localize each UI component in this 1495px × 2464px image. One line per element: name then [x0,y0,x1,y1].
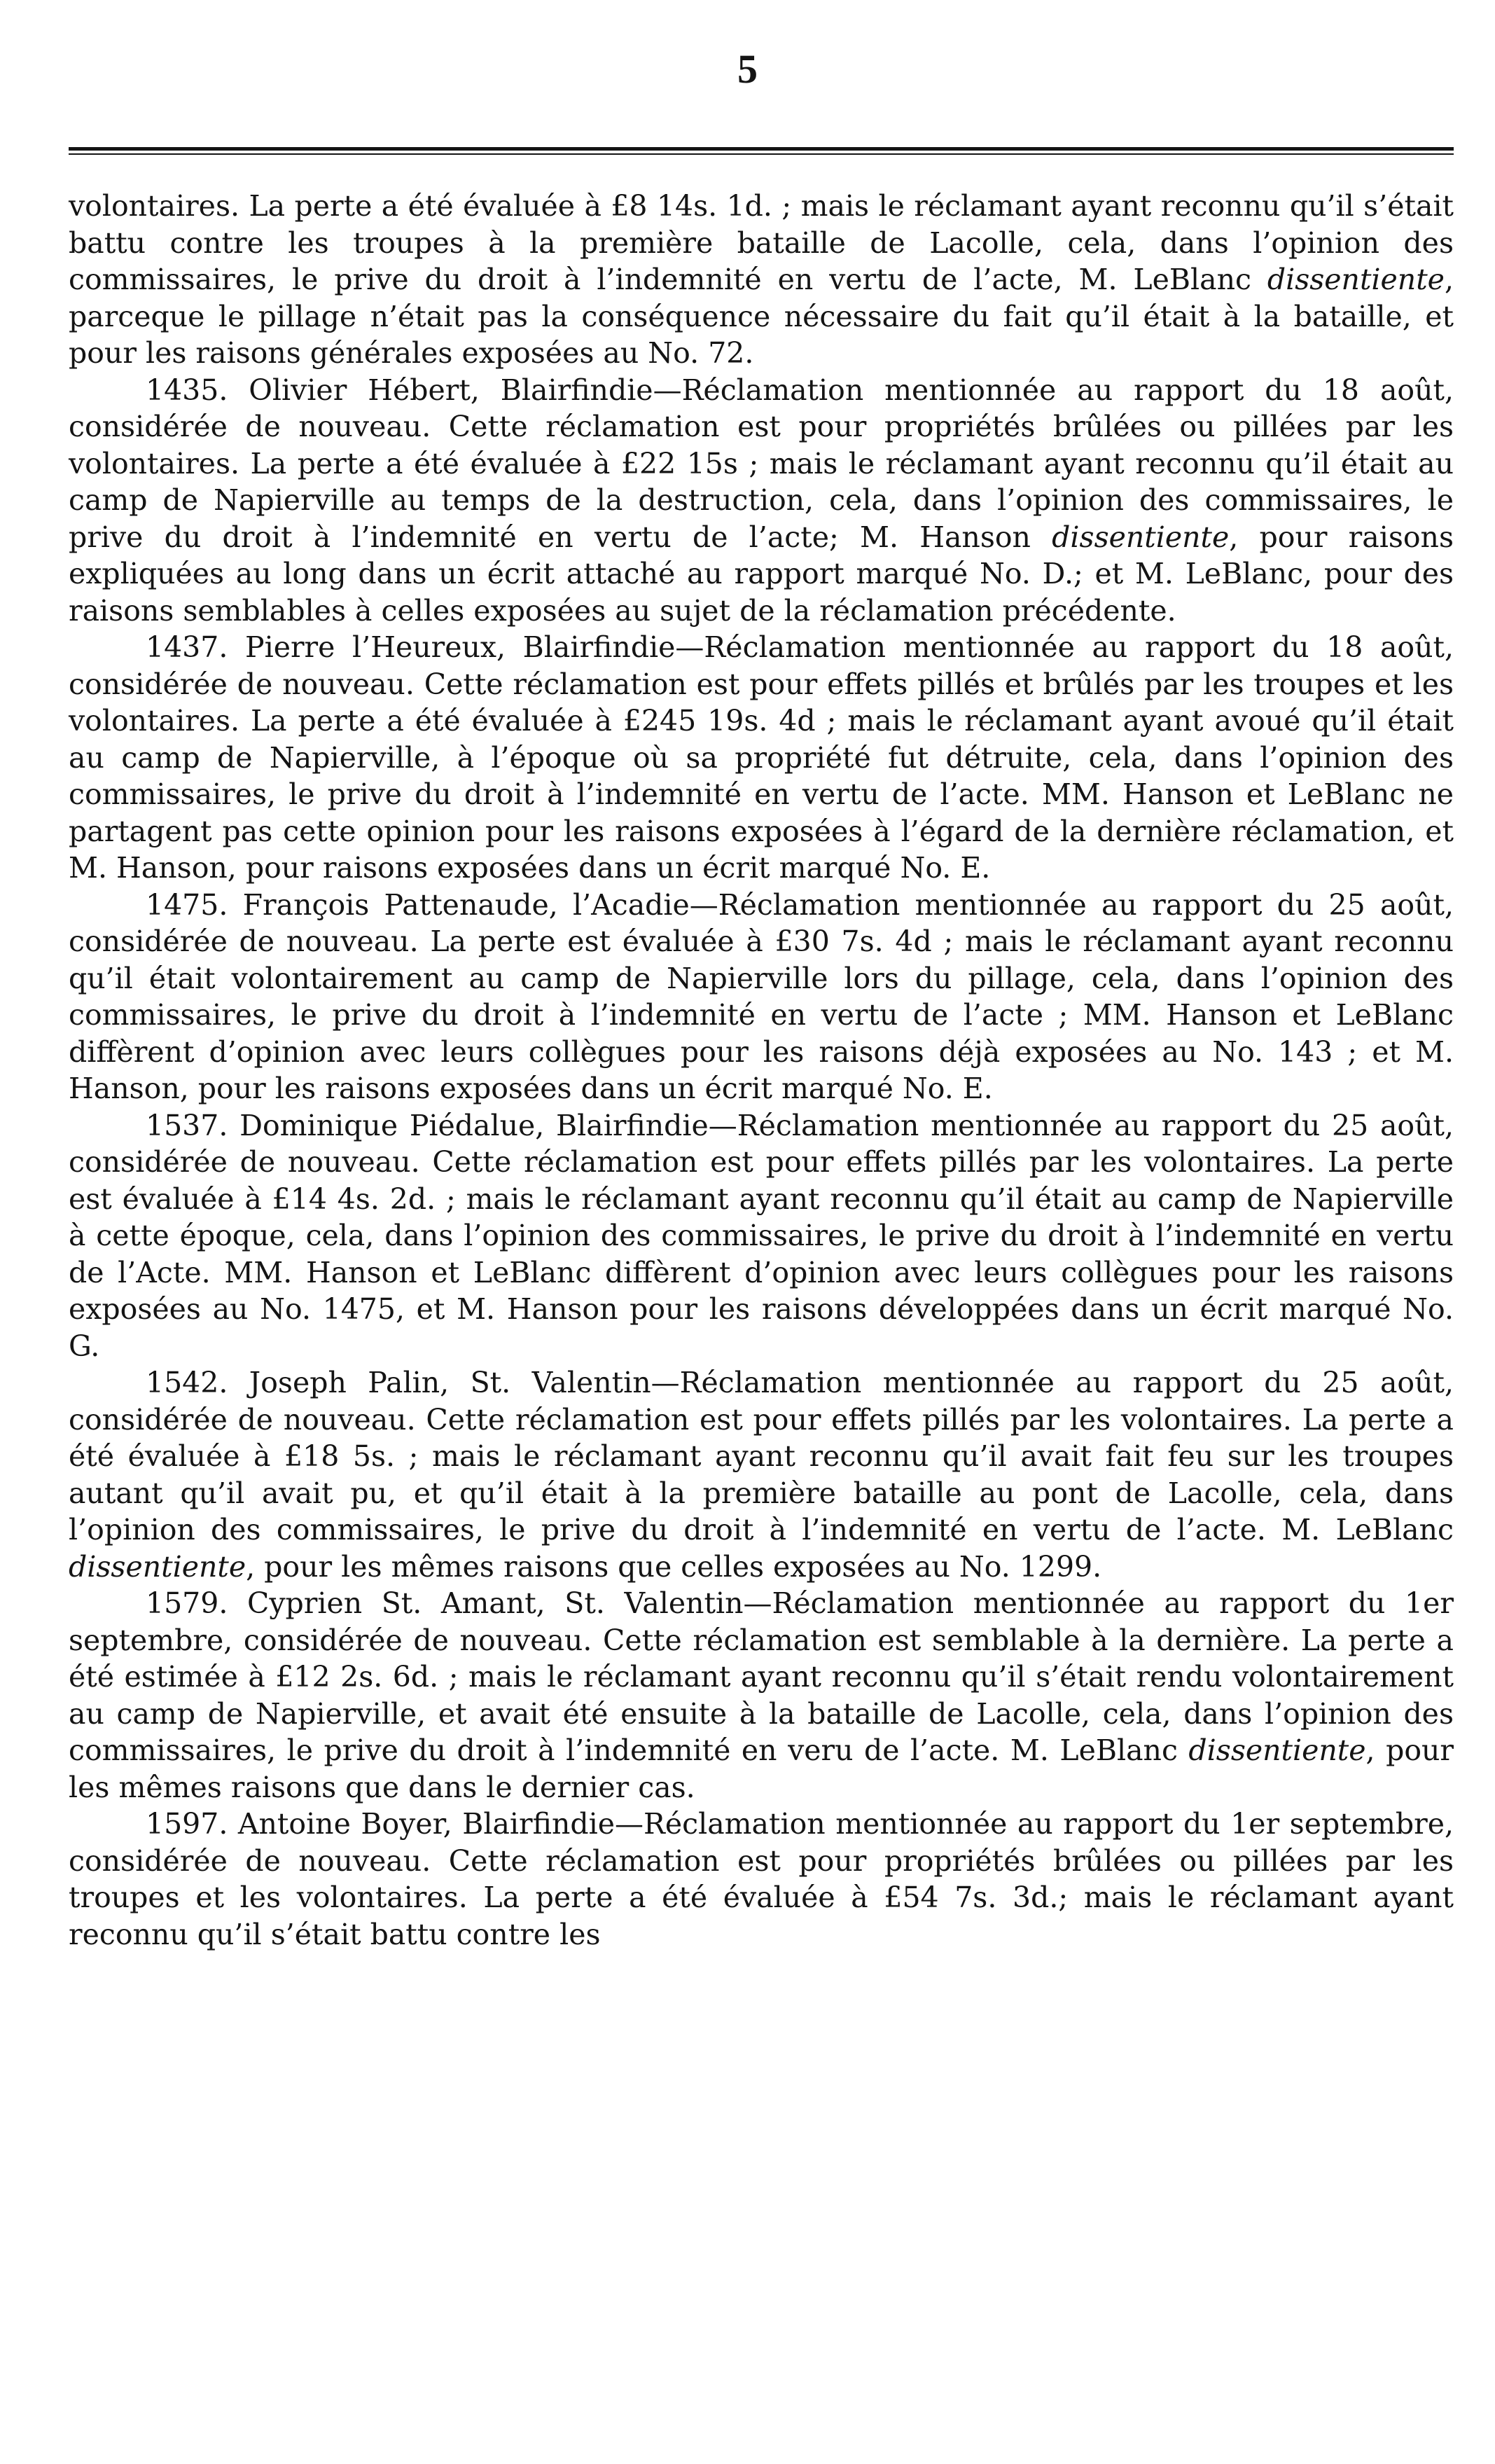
claim-text: , pour raisons expliquées au long dans un écrit attaché au rapport marqué No. D.; et M. LeBlanc, pour des raisons semblables à celles exposées au sujet de la réclamation précédente. [69,520,1454,628]
claim-text: , pour les mêmes raisons que celles exposées au No. 1299. [246,1549,1102,1584]
claim-number: 1435. [146,373,228,407]
intro-text-2: , parceque le pillage n’était pas la conséquence nécessaire du fait qu’il était à la bataille, et pour les raisons générales exposées au No. 72. [69,263,1454,370]
claim-entry-1537 [69,1107,1454,1365]
intro-paragraph [69,188,1454,372]
claim-text: Antoine Boyer, Blairfindie—Réclamation mentionnée au rapport du 1er septembre, considérée de nouveau. Cette réclamation est pour propriétés brûlées ou pillées par les troupes et les volontaires. La perte a été évaluée à £54 7s. 3d.; mais le réclamant ayant reconnu qu’il s’était battu contre les [69,1807,1454,1951]
header-rule-thin [69,153,1454,155]
claim-number: 1579. [146,1586,228,1620]
page-number: 5 [737,46,758,92]
claim-text: Joseph Palin, St. Valentin—Réclamation mentionnée au rapport du 25 août, considérée de nouveau. Cette réclamation est pour effets pillés par les volontaires. La perte a été évaluée à £18 5s. ; mais le réclamant ayant reconnu qu’il avait fait feu sur les troupes autant qu’il avait pu, et qu’il était à la première bataille au pont de Lacolle, cela, dans l’opinion des commissaires, le prive du droit à l’indemnité en vertu de l’acte. M. LeBlanc [69,1366,1454,1546]
intro-text-1: volontaires. La perte a été évaluée à £8 14s. 1d. ; mais le réclamant ayant reconnu qu’il s’était battu contre les troupes à la première bataille de Lacolle, cela, dans l’opinion des commissaires, le prive du droit à l’indemnité en vertu de l’acte, M. LeBlanc [69,189,1454,296]
page-body [69,188,1454,1953]
claim-entry-1597 [69,1806,1454,1953]
claim-number: 1437. [146,630,228,664]
claim-number: 1597. [146,1807,228,1841]
claim-entry-1437 [69,629,1454,887]
claim-text: Dominique Piédalue, Blairfindie—Réclamation mentionnée au rapport du 25 août, considérée de nouveau. Cette réclamation est pour effets pillés par les volontaires. La perte est évaluée à £14 4s. 2d. ; mais le réclamant ayant reconnu qu’il était au camp de Napierville à cette époque, cela, dans l’opinion des commissaires, le prive du droit à l’indemnité en vertu de l’Acte. MM. Hanson et LeBlanc diffèrent d’opinion avec leurs collègues pour les raisons exposées au No. 1475, et M. Hanson pour les raisons développées dans un écrit marqué No. G. [69,1108,1454,1363]
claim-entry-1542 [69,1364,1454,1585]
claim-text: Cyprien St. Amant, St. Valentin—Réclamation mentionnée au rapport du 1er septembre, considérée de nouveau. Cette réclamation est semblable à la dernière. La perte a été estimée à £12 2s. 6d. ; mais le réclamant ayant reconnu qu’il s’était rendu volontairement au camp de Napierville, et avait été ensuite à la bataille de Lacolle, cela, dans l’opinion des commissaires, le prive du droit à l’indemnité en veru de l’acte. M. LeBlanc [69,1586,1454,1767]
claim-dissent-term: dissentiente [69,1549,246,1584]
claim-entry-1475 [69,887,1454,1107]
intro-dissent-term: dissentiente [1267,263,1445,296]
claim-text: Pierre l’Heureux, Blairfindie—Réclamation mentionnée au rapport du 18 août, considérée de nouveau. Cette réclamation est pour effets pillés et brûlés par les troupes et les volontaires. La perte a été évaluée à £245 19s. 4d ; mais le réclamant ayant avoué qu’il était au camp de Napierville, à l’époque où sa propriété fut détruite, cela, dans l’opinion des commissaires, le prive du droit à l’indemnité en vertu de l’acte. MM. Hanson et LeBlanc ne partagent pas cette opinion pour les raisons exposées à l’égard de la dernière réclamation, et M. Hanson, pour raisons exposées dans un écrit marqué No. E. [69,630,1454,885]
claim-number: 1542. [146,1366,228,1399]
claim-number: 1475. [146,887,228,922]
claim-text: François Pattenaude, l’Acadie—Réclamation mentionnée au rapport du 25 août, considérée de nouveau. La perte est évaluée à £30 7s. 4d ; mais le réclamant ayant reconnu qu’il était volontairement au camp de Napierville lors du pillage, cela, dans l’opinion des commissaires, le prive du droit à l’indemnité en vertu de l’acte ; MM. Hanson et LeBlanc diffèrent d’opinion avec leurs collègues pour les raisons déjà exposées au No. 143 ; et M. Hanson, pour les raisons exposées dans un écrit marqué No. E. [69,887,1454,1105]
claim-entry-1579 [69,1585,1454,1806]
claim-dissent-term: dissentiente [1052,520,1230,554]
claim-dissent-term: dissentiente [1188,1733,1366,1767]
claim-text: , pour les mêmes raisons que dans le dernier cas. [69,1733,1454,1804]
claim-entry-1435 [69,372,1454,630]
header-rule [69,147,1454,151]
claim-text: Olivier Hébert, Blairfindie—Réclamation mentionnée au rapport du 18 août, considérée de nouveau. Cette réclamation est pour propriétés brûlées ou pillées par les volontaires. La perte a été évaluée à £22 15s ; mais le réclamant ayant reconnu qu’il était au camp de Napierville au temps de la destruction, cela, dans l’opinion des commissaires, le prive du droit à l’indemnité en vertu de l’acte; M. Hanson [69,373,1454,554]
claim-number: 1537. [146,1108,228,1142]
